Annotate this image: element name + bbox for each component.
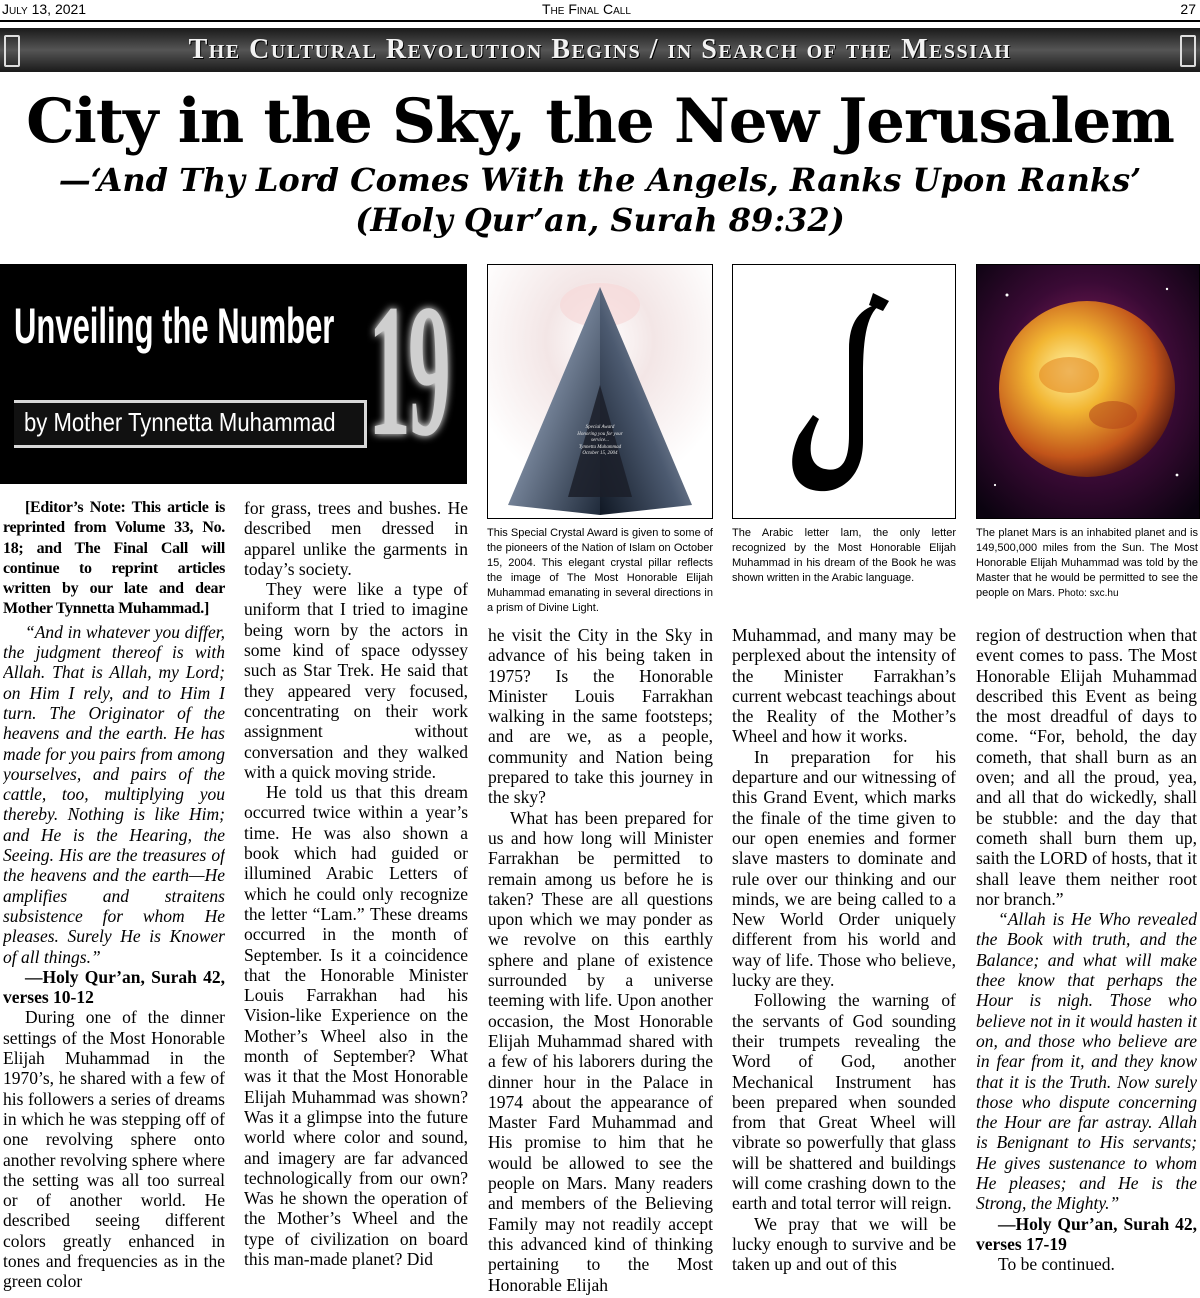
mars-caption: The planet Mars is an inhabited planet and is 149,500,000 miles from the Sun. The Most Honorable Elijah Muhammad was told by the Master that he would be permitted to see the people on Mars. Photo: sxc.hu	[976, 527, 1198, 599]
body-paragraph: We pray that we will be lucky enough to survive and be taken up and out of this	[732, 1213, 956, 1275]
logo-number: 19	[368, 266, 449, 476]
arabic-lam-icon	[733, 265, 955, 518]
quran-quote-2: “Allah is He Who revealed the Book with truth, and the Balance; and what will make thee know that perhaps the Hour is nigh. Those who believe not in it would hasten it on, and those who believe are in fear from it, and they know that it is the Truth. Now surely those who dispute concerning the Hour are far astray. Allah is Benignant to His servants; He gives sustenance to whom He pleases; and He is the Strong, the Mighty.”	[976, 909, 1197, 1214]
body-paragraph: They were like a type of uniform that I tried to imagine being worn by the actors in some kind of space odyssey such as Star Trek. He said that they appeared very focused, concentrating on their work assignment without conversation and they walked with a quick moving stride.	[244, 579, 468, 782]
crystal-pyramid-icon	[488, 265, 712, 518]
body-paragraph: Muhammad, and many may be perplexed about the intensity of the Minister Farrakhan’s current webcast teachings about the Reality of the Mother’s Wheel and how it works.	[732, 625, 956, 747]
lam-caption: The Arabic letter lam, the only letter recognized by the Most Honorable Elijah Muhammad in his dream of the Book he was shown written in the Arabic language.	[732, 527, 956, 584]
crystal-caption: This Special Crystal Award is given to some of the pioneers of the Nation of Islam on October 15, 2004. This elegant crystal pillar reflects the image of The Most Honorable Elijah Muhammad emanating in several directions in a prism of Divine Light.	[487, 527, 713, 614]
body-paragraph: region of destruction when that event comes to pass. The Most Honorable Elijah Muhammad described this Event as being the most dreadful of days to come. “For, behold, the day cometh, that shall burn as an oven; and all the proud, yea, and all that do wickedly, shall be stubble: and the day that cometh shall burn them up, saith the LORD of hosts, that it shall leave them neither root nor branch.”	[976, 625, 1197, 909]
editors-note: [Editor’s Note: This article is reprinted from Volume 33, No. 18; and The Final Call will continue to reprint articles written by our late and dear Mother Tynnetta Muhammad.]	[3, 499, 225, 618]
issue-date: July 13, 2021	[2, 1, 87, 17]
body-paragraph: he visit the City in the Sky in advance of his being taken in 1975? Is the Honorable Minister Louis Farrakhan walking in the same footsteps; and are we, as a people, community and Nation being prepared to take this journey in the sky?	[488, 625, 713, 808]
column-1	[3, 498, 225, 1298]
left-ornament-icon	[4, 35, 20, 67]
subhead-line-1: —‘And Thy Lord Comes With the Angels, Ranks Upon Ranks’	[58, 161, 1142, 199]
award-inscription: Special Award Honoring you for your service... Tynnetta Muhammad October 15, 2004	[577, 425, 623, 456]
subhead-line-2: (Holy Qur’an, Surah 89:32)	[355, 201, 845, 239]
page-number: 27	[1180, 1, 1196, 17]
quran-source-1: —Holy Qur’an, Surah 42, verses 10-12	[3, 966, 225, 1008]
logo-title: Unveiling the Number	[14, 298, 335, 354]
closing-line: To be continued.	[998, 1254, 1115, 1275]
newspaper-name: The Final Call	[542, 1, 631, 17]
column-5	[976, 625, 1197, 1297]
body-paragraph: He told us that this dream occurred twice within a year’s time. He was also shown a book which had guided or illumined Arabic Letters of which he could only recognize the letter “Lam.” These dreams occurred in the month of September. Is it a coincidence that the Honorable Minister Louis Farrakhan had his Vision-like Experience on the Mother’s Wheel also in the month of September? What was it that the Most Honorable Elijah Muhammad was shown? Was it a glimpse into the future world where color and sound, and imagery are far advanced technologically from our own? Was he shown the operation of the Mother’s Wheel and the type of civilization on board this man-made planet? Did	[244, 782, 468, 1269]
body-paragraph: In preparation for his departure and our witnessing of this Grand Event, which marks the finale of the time given to our open enemies and former slave masters to dominate and rule over our thinking and our minds, we are being called to a New World Order uniquely different from his world and way of life. Those who believe, lucky are they.	[732, 746, 956, 991]
logo-byline: by Mother Tynnetta Muhammad	[24, 407, 336, 437]
lam-letter-photo	[732, 264, 956, 519]
body-paragraph: Following the warning of the servants of God sounding their trumpets revealing the Word of God, another Mechanical Instrument has been prepared when sounded from that Great Wheel will vibrate so powerfully that glass will be shattered and buildings will come crashing down to the earth and total terror will reign.	[732, 990, 956, 1214]
body-paragraph: for grass, trees and bushes. He described men dressed in apparel unlike the garments in today’s society.	[244, 498, 468, 579]
body-paragraph: During one of the dinner settings of the Most Honorable Elijah Muhammad in the 1970’s, he shared with a few of his followers a series of dreams in which he was stepping off of one revolving sphere onto another revolving sphere where the setting was all too surreal or of another world. He described seeing different colors greatly enhanced in tones and frequencies as in the green color	[3, 1007, 225, 1292]
column-3	[488, 625, 713, 1297]
body-paragraph: What has been prepared for us and how long will Minister Farrakhan be permitted to remain among us before he is taken? These are all questions upon which we may ponder as we revolve on this earthly sphere and plane of existence surrounded by a universe teeming with life. Upon another occasion, the Most Honorable Elijah Muhammad shared with a few of his laborers during the dinner hour in the Palace in 1974 about the appearance of Master Fard Muhammad and His promise to him that he would be allowed to see the people on Mars. Many readers and members of the Believing Family may not readily accept this advanced kind of thinking pertaining to the Most Honorable Elijah	[488, 807, 713, 1295]
quran-source-2: —Holy Qur’an, Surah 42, verses 17-19	[976, 1213, 1197, 1254]
right-ornament-icon	[1180, 35, 1196, 67]
crystal-award-photo	[487, 264, 713, 519]
mars-photo-credit: Photo: sxc.hu	[1057, 588, 1119, 599]
folio-line	[0, 0, 1200, 22]
logo-byline-box	[14, 400, 367, 448]
planet-mars-icon	[977, 265, 1199, 518]
column-4	[732, 625, 956, 1297]
headline: City in the Sky, the New Jerusalem	[26, 86, 1174, 157]
section-banner	[0, 28, 1200, 72]
column-logo	[0, 264, 467, 484]
column-2	[244, 498, 468, 1298]
quran-quote-1: “And in whatever you differ, the judgment thereof is with Allah. That is Allah, my Lord; on Him I rely, and to Him I turn. The Originator of the heavens and the earth. He has made for you pairs from among yourselves, and pairs of the cattle, too, multiplying you thereby. Nothing is like Him; and He is the Hearing, the Seeing. His are the treasures of the heavens and the earth—He amplifies and straitens subsistence for whom He pleases. Surely He is Knower of all things.”	[3, 621, 225, 967]
banner-title: The Cultural Revolution Begins / in Search of the Messiah	[188, 34, 1012, 65]
mars-photo	[976, 264, 1200, 519]
